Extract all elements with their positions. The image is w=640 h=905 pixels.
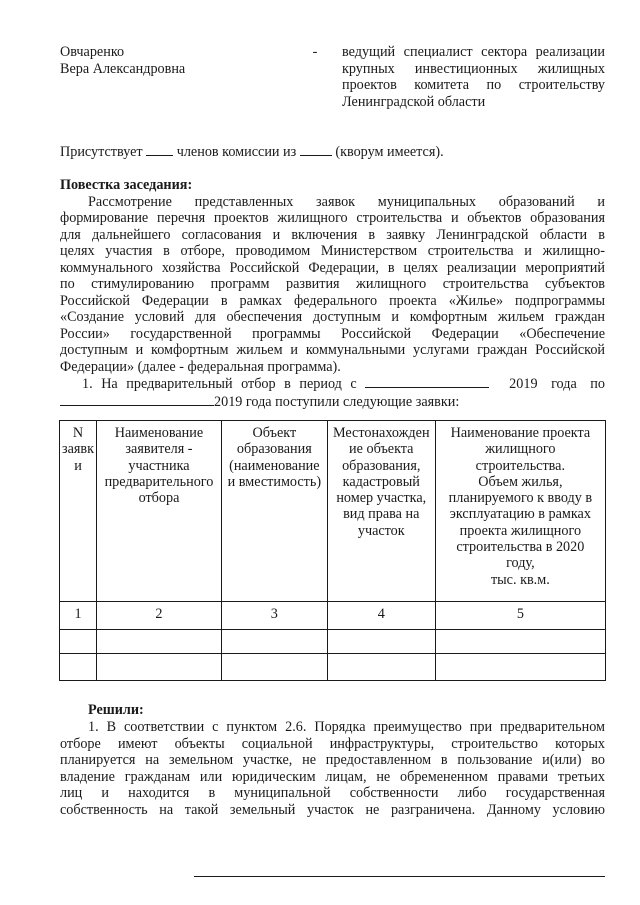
header-text: эксплуатацию в рамках — [449, 506, 591, 523]
header-text: строительства. — [475, 457, 566, 474]
table-cell[interactable] — [60, 654, 97, 681]
quorum-suffix: (кворум имеется). — [335, 144, 444, 160]
period-middle: 2019 года по — [509, 376, 605, 392]
period-start-blank[interactable] — [365, 375, 489, 388]
header-text: отбора — [138, 490, 180, 507]
table-row — [60, 630, 606, 654]
header-text: кадастровый — [342, 473, 420, 490]
member-name — [60, 44, 300, 120]
agenda-line: Российской Федерации в рамках федерального проекта «Жилье» подпрограммы — [60, 292, 605, 309]
role-line: ведущий специалист сектора реализации — [342, 44, 605, 60]
table-cell[interactable] — [435, 630, 605, 654]
header-text: ие объекта — [349, 441, 414, 458]
applications-received-line — [60, 393, 605, 411]
table-row — [60, 654, 606, 681]
decision-line: владение гражданам или юридическим лицам, не обремененном правами третьих — [60, 768, 605, 785]
agenda-line: Рассмотрение представленных заявок муниципальных образований и — [88, 193, 605, 210]
period-end-blank[interactable] — [60, 393, 214, 406]
header-location — [327, 421, 435, 602]
header-text: Наименование проекта — [450, 425, 591, 441]
decision-line: собственность на такой земельный участок не разграничена. Данному условию — [60, 801, 605, 818]
agenda-line: для дальнейшего согласования и включения в заявку Ленинградской области в — [60, 226, 605, 243]
header-text: Местонахожден — [332, 425, 430, 441]
header-text: предварительного — [104, 473, 214, 490]
header-text: жилищного — [485, 441, 556, 458]
agenda-line: «Создание условий для обеспечения доступным и комфортным жильем граждан — [60, 309, 605, 325]
header-text: проекта жилищного — [459, 522, 582, 539]
header-text: N — [72, 425, 84, 441]
table-cell[interactable] — [60, 630, 97, 654]
role-line: проектов комитета по строительству — [342, 77, 605, 93]
member-role — [342, 44, 605, 120]
table-header-row — [60, 421, 606, 602]
member-dash: - — [312, 44, 318, 60]
member-given-names: Вера Александровна — [60, 60, 186, 77]
member-surname: Овчаренко — [60, 44, 125, 60]
commission-member — [60, 44, 605, 120]
header-text: планируемого к вводу в — [448, 490, 593, 507]
table-cell[interactable] — [221, 654, 327, 681]
header-text: образования, — [342, 457, 421, 474]
decision-line: планируется на земельном участке, не предоставленном в пользование и(или) во — [60, 752, 605, 768]
header-text: году, — [506, 555, 535, 572]
column-number: 5 — [435, 602, 605, 630]
header-text: и — [74, 457, 82, 474]
header-text: тыс. кв.м. — [490, 571, 550, 588]
header-text: и вместимость) — [227, 473, 322, 490]
column-number: 4 — [327, 602, 435, 630]
header-text: заявк — [62, 441, 95, 458]
agenda-paragraph — [60, 194, 605, 376]
total-count-blank[interactable] — [300, 143, 332, 156]
quorum-prefix: Присутствует — [60, 144, 143, 160]
quorum-line — [60, 143, 605, 159]
agenda-line: Федерации» (далее - федеральная программа). — [60, 358, 341, 375]
decision-paragraph — [60, 719, 605, 818]
decision-line: лиц и находится в муниципальной собственности либо государственная — [60, 785, 605, 801]
agenda-line: по стимулированию программ развития жилищного строительства субъектов — [60, 276, 605, 292]
agenda-line: России» государственной программы Российской Федерации «Обеспечение — [60, 325, 605, 342]
table-cell[interactable] — [221, 630, 327, 654]
header-text: заявителя - — [125, 441, 193, 458]
table-cell[interactable] — [97, 654, 222, 681]
header-number — [60, 421, 97, 602]
header-text: (наименование — [229, 457, 320, 474]
role-line: Ленинградской области — [342, 93, 486, 110]
applications-period-line — [60, 375, 605, 393]
table-cell[interactable] — [435, 654, 605, 681]
header-housing-project — [435, 421, 605, 602]
period-prefix: 1. На предварительный отбор в период с — [82, 376, 357, 392]
agenda-title: Повестка заседания: — [60, 177, 193, 193]
agenda-line: целях участия в отборе, проводимом Министерством строительства и жилищно- — [60, 243, 605, 259]
column-number: 2 — [97, 602, 222, 630]
column-number: 1 — [60, 602, 97, 630]
header-text: вид права на — [343, 506, 420, 523]
agenda-line: формирование перечня проектов жилищного строительства и объектов образования — [60, 210, 605, 226]
footer-rule — [194, 876, 605, 877]
header-text: участок — [357, 522, 405, 539]
decision-line: отборе имеют объекты социальной инфраструктуры, строительство которых — [60, 735, 605, 752]
table-cell[interactable] — [327, 630, 435, 654]
decision-line: 1. В соответствии с пунктом 2.6. Порядка преимущество при предварительном — [88, 719, 605, 735]
role-line: крупных инвестиционных жилищных — [342, 60, 605, 77]
header-text: Наименование — [114, 425, 204, 441]
header-text: образования — [236, 441, 312, 458]
agenda-line: доступным и комфортным жильем и коммунальными услугами граждан Российской — [60, 342, 605, 358]
header-text: Объем жилья, — [478, 473, 563, 490]
quorum-middle: членов комиссии из — [176, 144, 297, 160]
header-applicant — [97, 421, 222, 602]
header-text: строительства в 2020 — [456, 539, 585, 556]
header-education-object — [221, 421, 327, 602]
table-cell[interactable] — [327, 654, 435, 681]
document-page — [60, 44, 605, 410]
table-number-row — [60, 602, 606, 630]
table-cell[interactable] — [97, 630, 222, 654]
header-text: номер участка, — [336, 490, 427, 507]
header-text: участника — [128, 457, 190, 474]
decision-title: Решили: — [88, 702, 144, 718]
column-number: 3 — [221, 602, 327, 630]
received-suffix: 2019 года поступили следующие заявки: — [214, 393, 460, 410]
applications-table — [59, 420, 606, 681]
header-text: Объект — [252, 425, 297, 441]
present-count-blank[interactable] — [146, 143, 173, 156]
agenda-line: коммунального хозяйства Российской Федерации, в целях реализации мероприятий — [60, 259, 605, 276]
